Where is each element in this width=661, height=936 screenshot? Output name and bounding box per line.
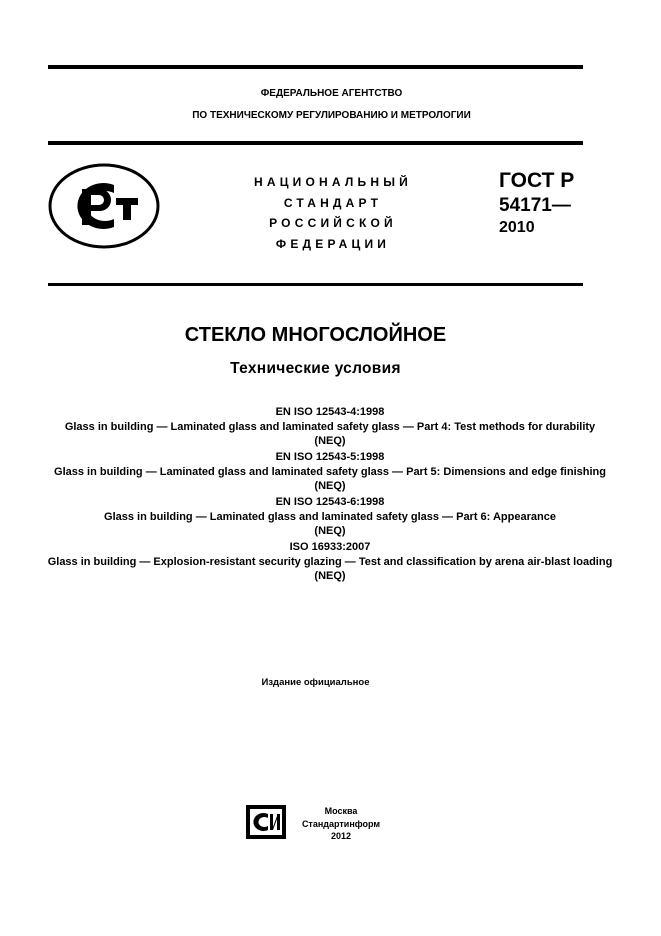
reference-code: ISO 16933:2007 (289, 541, 371, 553)
reference-title: Glass in building — Laminated glass and laminated safety glass — Part 4: Test methods for durability (64, 420, 596, 433)
standartinform-logo (246, 805, 286, 839)
standard-type-line3: РОССИЙСКОЙ (269, 216, 397, 230)
reference-title: Glass in building — Explosion-resistant security glazing — Test and classification by arena air-blast loading (47, 555, 613, 568)
designation-line2: 54171— (499, 195, 571, 216)
reference-equivalence: (NEQ) (314, 570, 346, 582)
reference-code: EN ISO 12543-5:1998 (275, 451, 385, 463)
reference-equivalence: (NEQ) (314, 480, 346, 492)
standard-type-line4: ФЕДЕРАЦИИ (275, 236, 391, 251)
document-title: СТЕКЛО МНОГОСЛОЙНОЕ (184, 324, 447, 346)
reference-title: Glass in building — Laminated glass and laminated safety glass — Part 6: Appearance (104, 510, 556, 523)
reference-code: EN ISO 12543-6:1998 (275, 496, 385, 508)
edition-note: Издание официальное (261, 677, 370, 688)
agency-name-line2: ПО ТЕХНИЧЕСКОМУ РЕГУЛИРОВАНИЮ И МЕТРОЛОГИИ (192, 110, 471, 121)
standard-type-line2: СТАНДАРТ (283, 195, 383, 210)
publisher-block (297, 805, 385, 843)
publisher-city: Москва (324, 806, 358, 816)
top-rule (48, 65, 583, 69)
reference-item (40, 450, 620, 494)
reference-list (40, 405, 620, 585)
document-subtitle: Технические условия (230, 360, 401, 377)
reference-item (40, 405, 620, 449)
designation-line3: 2010 (499, 219, 535, 236)
agency-name-line1: ФЕДЕРАЛЬНОЕ АГЕНТСТВО (260, 88, 403, 99)
reference-equivalence: (NEQ) (314, 435, 346, 447)
reference-item (40, 495, 620, 539)
designation-block (499, 168, 574, 238)
header-rule (48, 141, 583, 145)
designation-line1: ГОСТ Р (499, 169, 575, 192)
reference-title: Glass in building — Laminated glass and laminated safety glass — Part 5: Dimensions and edge finishing (54, 465, 606, 478)
reference-code: EN ISO 12543-4:1998 (275, 406, 385, 418)
standard-type-block (228, 172, 438, 254)
publisher-name: Стандартинформ (301, 818, 381, 829)
publication-year: 2012 (330, 831, 352, 841)
title-rule (48, 283, 583, 286)
reference-equivalence: (NEQ) (314, 525, 346, 537)
rst-mark-logo (48, 163, 160, 249)
reference-item (40, 540, 620, 584)
standard-type-line1: НАЦИОНАЛЬНЫЙ (253, 175, 413, 189)
